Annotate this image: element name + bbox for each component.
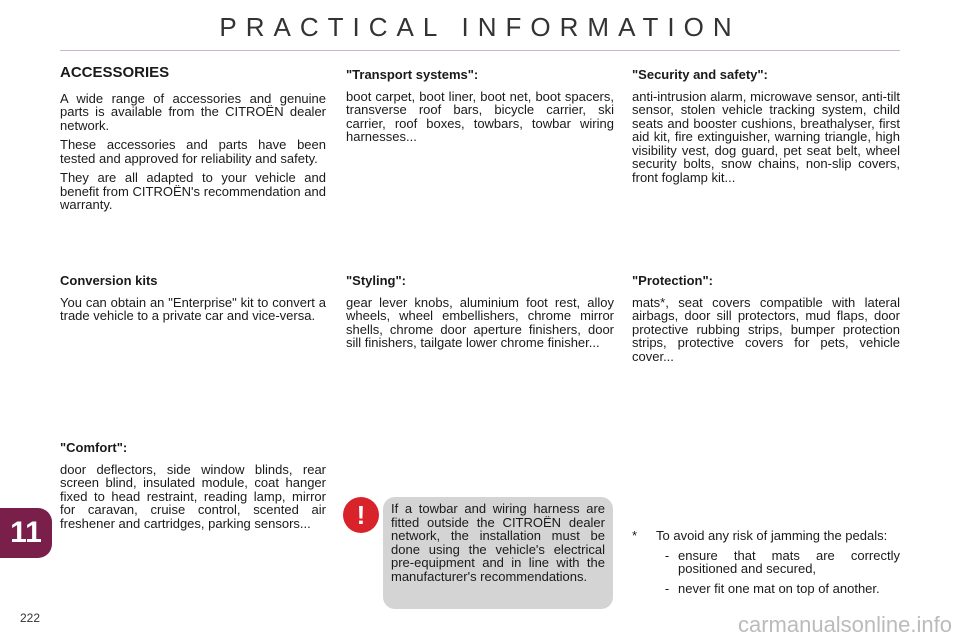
transport-heading: "Transport systems": [346, 67, 479, 82]
styling-section [346, 274, 614, 356]
security-heading: "Security and safety": [632, 67, 768, 82]
accessories-paragraph: These accessories and parts have been tested and approved for reliability and safety. [60, 137, 326, 166]
styling-heading: "Styling": [346, 273, 406, 288]
comfort-heading: "Comfort": [60, 440, 128, 455]
footnote-text: To avoid any risk of jamming the pedals: [656, 528, 888, 543]
transport-section [346, 68, 614, 150]
footnote-item-text: ensure that mats are correctly positioned and secured, [678, 547, 900, 576]
chapter-tab: 11 [0, 508, 52, 558]
security-section [632, 68, 900, 190]
protection-text: mats*, seat covers compatible with lateral airbags, door sill protectors, mud flaps, door protective rubbing strips, bumper protection strips, protective covers for pets, vehicle cover... [632, 294, 900, 364]
conversion-text: You can obtain an "Enterprise" kit to convert a trade vehicle to a private car and vice-versa. [60, 294, 326, 323]
styling-text: gear lever knobs, aluminium foot rest, alloy wheels, wheel embellishers, chrome mirror shells, chrome door aperture finishers, door sill finishers, tailgate lower chrome finisher... [346, 294, 614, 350]
footnote-item [656, 582, 900, 596]
protection-section [632, 274, 900, 369]
page-title: PRACTICAL INFORMATION [219, 12, 741, 42]
security-text: anti-intrusion alarm, microwave sensor, anti-tilt sensor, stolen vehicle tracking system, child seats and booster cushions, breathalyser, first aid kit, fire extinguisher, warning triangle, high visibility vest, dog guard, pet seat belt, wheel security bolts, snow chains, non-slip covers, front foglamp kit... [632, 88, 900, 185]
accessories-paragraph: They are all adapted to your vehicle and benefit from CITROËN's recommendation and warranty. [60, 170, 326, 212]
conversion-section [60, 274, 326, 329]
exclamation-icon: ! [343, 497, 379, 533]
comfort-text: door deflectors, side window blinds, rear screen blind, insulated module, coat hanger fixed to head restraint, reading lamp, mirror for caravan, cruise control, scented air freshener and cartridges, parking sensors... [60, 461, 326, 531]
warning-text: If a towbar and wiring harness are fitted outside the CITROËN dealer network, the installation must be done using the vehicle's electrical pre-equipment and in line with the manufacturer's recommendations. [391, 501, 605, 584]
accessories-paragraph: A wide range of accessories and genuine parts is available from the CITROËN dealer network. [60, 90, 326, 133]
footnote-item [656, 549, 900, 576]
page-number: 222 [20, 611, 41, 625]
footnote-dash: - [664, 547, 670, 563]
warning-note [383, 497, 613, 609]
accessories-section [60, 66, 326, 218]
protection-heading: "Protection": [632, 273, 713, 288]
transport-text: boot carpet, boot liner, boot net, boot spacers, transverse roof bars, bicycle carrier, ski carrier, roof boxes, towbars, towbar wiring harnesses... [346, 88, 614, 144]
footnote-item-text: never fit one mat on top of another. [678, 580, 880, 596]
footnote [632, 529, 900, 595]
conversion-heading: Conversion kits [60, 273, 158, 288]
footnote-dash: - [664, 580, 670, 596]
comfort-section [60, 441, 326, 536]
watermark: carmanualsonline.info [737, 612, 952, 637]
footnote-marker: * [632, 528, 638, 543]
title-divider [60, 50, 900, 51]
accessories-heading: ACCESSORIES [60, 64, 170, 81]
